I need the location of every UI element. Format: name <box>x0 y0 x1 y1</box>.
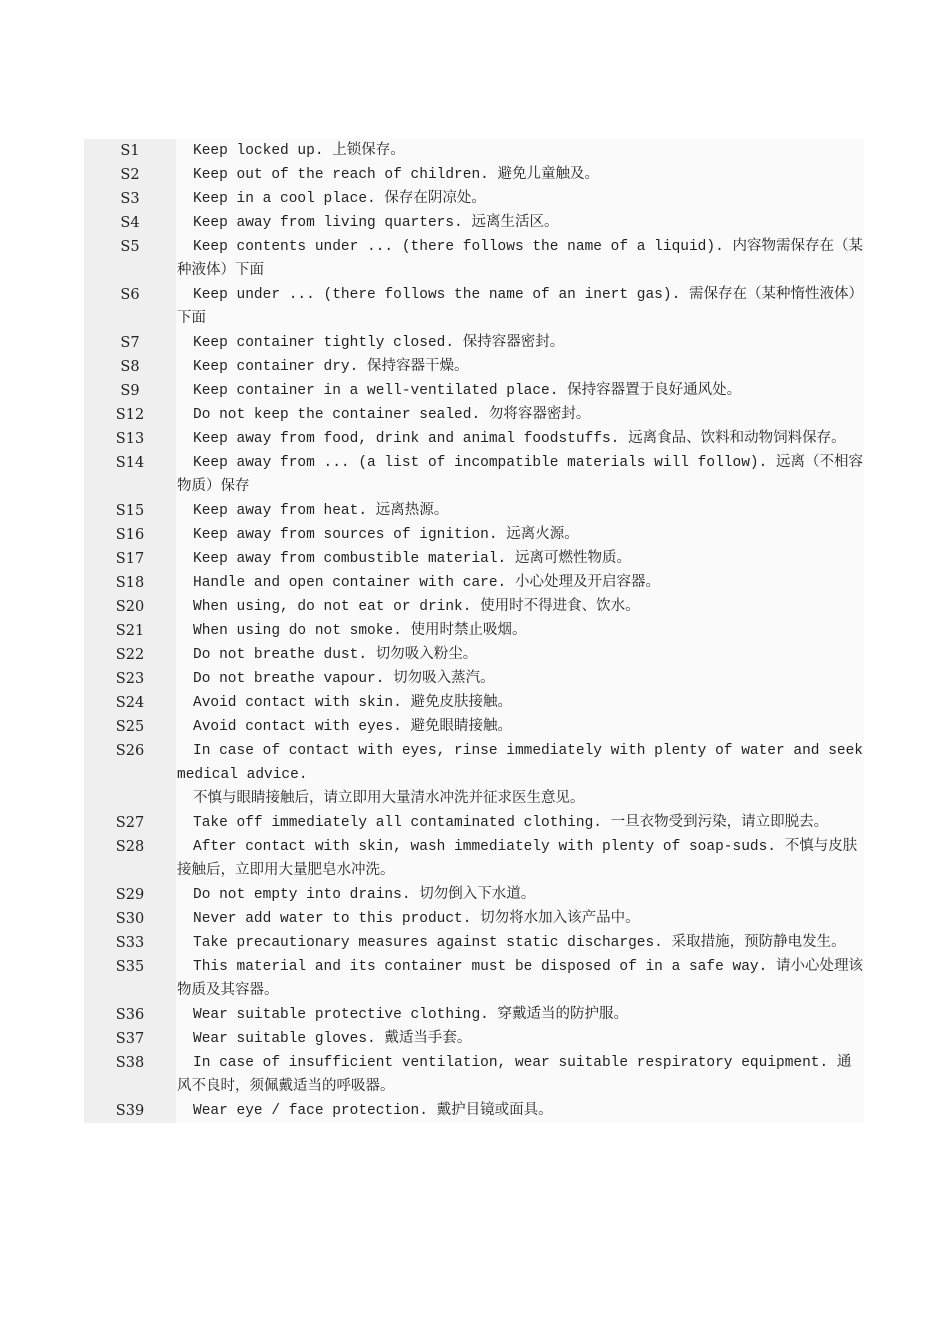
phrase-text <box>176 211 864 235</box>
table-row <box>84 907 864 931</box>
phrase-text-line: Do not breathe dust. 切勿吸入粉尘。 <box>193 647 478 663</box>
phrase-text <box>176 739 864 811</box>
table-row <box>84 403 864 427</box>
phrase-text <box>176 1027 864 1051</box>
phrase-text-line: Keep away from sources of ignition. 远离火源。 <box>193 527 579 543</box>
table-row <box>84 931 864 955</box>
phrase-text-line: Keep container tightly closed. 保持容器密封。 <box>193 335 565 351</box>
phrase-text-line: 不慎与眼睛接触后，请立即用大量清水冲洗并征求医生意见。 <box>193 791 585 807</box>
phrase-text <box>176 547 864 571</box>
table-row <box>84 1003 864 1027</box>
table-row <box>84 955 864 1003</box>
phrase-text-line: Keep away from heat. 远离热源。 <box>193 503 449 519</box>
phrase-text-line: Do not empty into drains. 切勿倒入下水道。 <box>193 887 536 903</box>
phrase-code: S13 <box>84 427 176 451</box>
phrase-code: S28 <box>84 835 176 883</box>
table-row <box>84 1051 864 1099</box>
phrase-text-line: In case of insufficient ventilation, wear suitable respiratory equipment. 通风不良时，须佩戴适当的呼吸器。 <box>177 1055 852 1095</box>
phrase-text <box>176 955 864 1003</box>
table-row <box>84 235 864 283</box>
phrase-text-line: When using, do not eat or drink. 使用时不得进食、饮水。 <box>193 599 640 615</box>
phrase-code: S7 <box>84 331 176 355</box>
phrase-code: S36 <box>84 1003 176 1027</box>
phrase-text-line: Avoid contact with eyes. 避免眼睛接触。 <box>193 719 513 735</box>
table-row <box>84 283 864 331</box>
table-row <box>84 355 864 379</box>
phrase-text <box>176 619 864 643</box>
phrase-text <box>176 1051 864 1099</box>
phrase-code: S17 <box>84 547 176 571</box>
phrase-text-line: Keep away from ... (a list of incompatible materials will follow). 远离（不相容物质）保存 <box>177 455 863 495</box>
table-row <box>84 139 864 163</box>
table-row <box>84 523 864 547</box>
phrase-code: S3 <box>84 187 176 211</box>
table-row <box>84 667 864 691</box>
phrase-text <box>176 1003 864 1027</box>
phrase-text-line: This material and its container must be disposed of in a safe way. 请小心处理该物质及其容器。 <box>177 959 863 999</box>
table-row <box>84 1027 864 1051</box>
phrase-text <box>176 235 864 283</box>
table-row <box>84 187 864 211</box>
phrase-code: S14 <box>84 451 176 499</box>
phrase-text-line: Avoid contact with skin. 避免皮肤接触。 <box>193 695 513 711</box>
phrase-code: S21 <box>84 619 176 643</box>
phrase-code: S12 <box>84 403 176 427</box>
phrase-code: S4 <box>84 211 176 235</box>
phrase-text-line: Keep in a cool place. 保存在阴凉处。 <box>193 191 486 207</box>
phrase-text-line: After contact with skin, wash immediately with plenty of soap-suds. 不慎与皮肤接触后，立即用大量肥皂水冲洗。 <box>177 839 858 879</box>
table-row <box>84 427 864 451</box>
phrase-code: S38 <box>84 1051 176 1099</box>
phrase-text <box>176 451 864 499</box>
phrase-code: S2 <box>84 163 176 187</box>
phrase-text <box>176 643 864 667</box>
phrase-code: S6 <box>84 283 176 331</box>
phrase-text <box>176 1099 864 1123</box>
phrase-text <box>176 187 864 211</box>
phrase-text-line: Keep container dry. 保持容器干燥。 <box>193 359 469 375</box>
safety-phrase-table <box>84 139 864 1123</box>
phrase-code: S9 <box>84 379 176 403</box>
table-row <box>84 595 864 619</box>
phrase-code: S1 <box>84 139 176 163</box>
phrase-code: S18 <box>84 571 176 595</box>
phrase-code: S8 <box>84 355 176 379</box>
phrase-text-line: Never add water to this product. 切勿将水加入该产品中。 <box>193 911 640 927</box>
phrase-text-line: Wear suitable gloves. 戴适当手套。 <box>193 1031 472 1047</box>
phrase-text <box>176 331 864 355</box>
phrase-text <box>176 163 864 187</box>
phrase-text-line: Take off immediately all contaminated clothing. 一旦衣物受到污染，请立即脱去。 <box>193 815 829 831</box>
safety-phrase-table-body <box>84 139 864 1123</box>
phrase-text <box>176 403 864 427</box>
phrase-text <box>176 883 864 907</box>
phrase-text-line: Keep contents under ... (there follows the name of a liquid). 内容物需保存在（某种液体）下面 <box>177 239 863 279</box>
phrase-code: S39 <box>84 1099 176 1123</box>
table-row <box>84 451 864 499</box>
table-row <box>84 883 864 907</box>
phrase-text <box>176 355 864 379</box>
phrase-text-line: Keep container in a well-ventilated place. 保持容器置于良好通风处。 <box>193 383 742 399</box>
phrase-code: S20 <box>84 595 176 619</box>
table-row <box>84 835 864 883</box>
phrase-text <box>176 427 864 451</box>
table-row <box>84 715 864 739</box>
phrase-code: S33 <box>84 931 176 955</box>
phrase-text <box>176 283 864 331</box>
table-row <box>84 163 864 187</box>
phrase-code: S35 <box>84 955 176 1003</box>
phrase-text <box>176 811 864 835</box>
phrase-text <box>176 931 864 955</box>
table-row <box>84 547 864 571</box>
table-row <box>84 739 864 811</box>
phrase-code: S37 <box>84 1027 176 1051</box>
phrase-text-line: In case of contact with eyes, rinse immediately with plenty of water and seek medical advice. <box>177 743 864 783</box>
phrase-code: S23 <box>84 667 176 691</box>
table-row <box>84 1099 864 1123</box>
phrase-code: S26 <box>84 739 176 811</box>
table-row <box>84 499 864 523</box>
phrase-code: S29 <box>84 883 176 907</box>
phrase-text-line: Keep locked up. 上锁保存。 <box>193 143 405 159</box>
phrase-code: S5 <box>84 235 176 283</box>
phrase-text-line: Wear suitable protective clothing. 穿戴适当的防护服。 <box>193 1007 629 1023</box>
phrase-text <box>176 523 864 547</box>
phrase-text-line: Do not breathe vapour. 切勿吸入蒸汽。 <box>193 671 495 687</box>
phrase-text-line: Do not keep the container sealed. 勿将容器密封。 <box>193 407 591 423</box>
phrase-text <box>176 715 864 739</box>
phrase-code: S22 <box>84 643 176 667</box>
table-row <box>84 619 864 643</box>
phrase-text <box>176 571 864 595</box>
phrase-text-line: When using do not smoke. 使用时禁止吸烟。 <box>193 623 527 639</box>
table-row <box>84 571 864 595</box>
table-row <box>84 331 864 355</box>
phrase-text <box>176 379 864 403</box>
table-row <box>84 691 864 715</box>
phrase-code: S25 <box>84 715 176 739</box>
phrase-text-line: Keep away from food, drink and animal foodstuffs. 远离食品、饮料和动物饲料保存。 <box>193 431 846 447</box>
phrase-code: S27 <box>84 811 176 835</box>
table-row <box>84 643 864 667</box>
phrase-text <box>176 907 864 931</box>
phrase-text-line: Handle and open container with care. 小心处理及开启容器。 <box>193 575 660 591</box>
phrase-text <box>176 835 864 883</box>
phrase-text-line: Keep away from combustible material. 远离可燃性物质。 <box>193 551 631 567</box>
phrase-text <box>176 595 864 619</box>
phrase-text-line: Keep under ... (there follows the name of an inert gas). 需保存在（某种惰性液体）下面 <box>177 287 863 327</box>
phrase-text-line: Keep away from living quarters. 远离生活区。 <box>193 215 559 231</box>
phrase-code: S16 <box>84 523 176 547</box>
phrase-text-line: Keep out of the reach of children. 避免儿童触及。 <box>193 167 600 183</box>
phrase-text-line: Wear eye / face protection. 戴护目镜或面具。 <box>193 1103 553 1119</box>
phrase-text <box>176 499 864 523</box>
phrase-code: S15 <box>84 499 176 523</box>
table-row <box>84 811 864 835</box>
phrase-text <box>176 667 864 691</box>
phrase-code: S24 <box>84 691 176 715</box>
phrase-text <box>176 139 864 163</box>
table-row <box>84 379 864 403</box>
table-row <box>84 211 864 235</box>
phrase-code: S30 <box>84 907 176 931</box>
phrase-text-line: Take precautionary measures against static discharges. 采取措施，预防静电发生。 <box>193 935 846 951</box>
phrase-text <box>176 691 864 715</box>
